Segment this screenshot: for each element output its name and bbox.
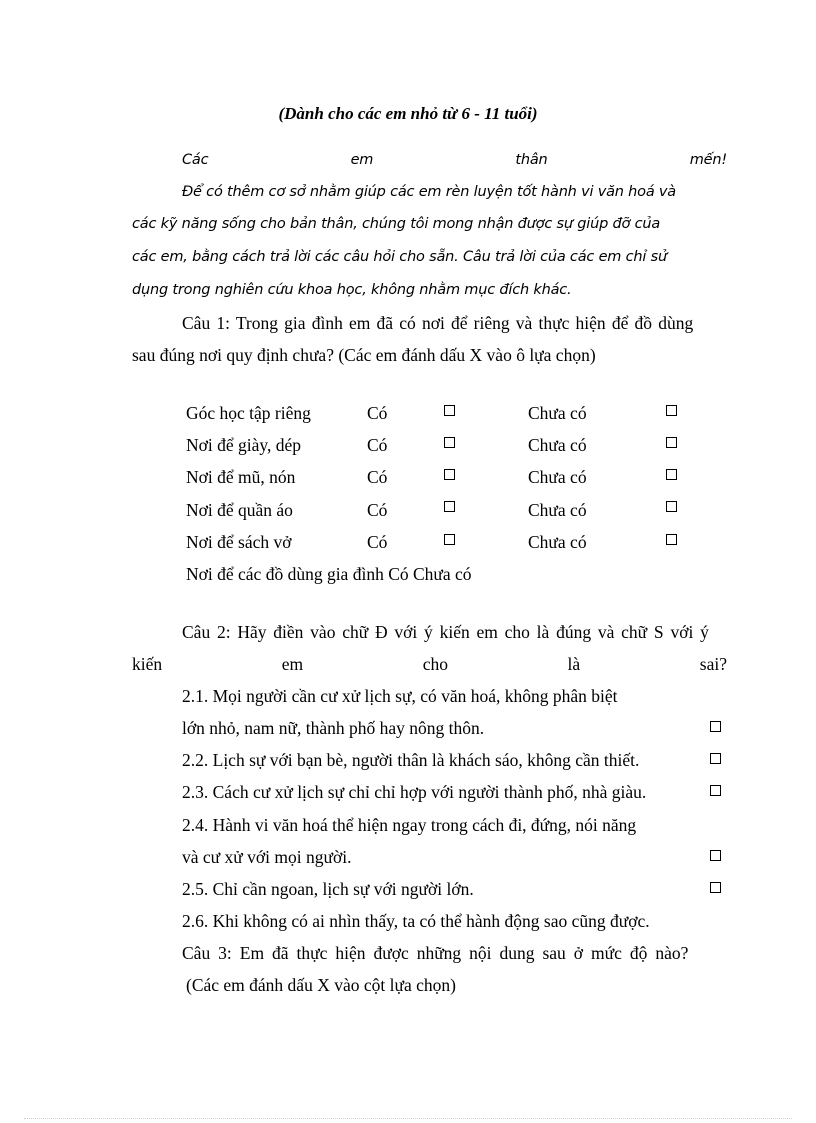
q2-word: cho	[422, 654, 448, 674]
q1-checkbox-no[interactable]	[666, 534, 677, 545]
q2-checkbox[interactable]	[710, 721, 721, 732]
q1-row-label: Nơi để quần áo	[186, 500, 293, 520]
q1-checkbox-yes[interactable]	[444, 437, 455, 448]
q1-option-no: Chưa có	[528, 532, 587, 552]
q2-checkbox[interactable]	[710, 785, 721, 796]
q1-option-no: Chưa có	[528, 435, 587, 455]
q1-option-no: Chưa có	[528, 500, 587, 520]
q2-checkbox[interactable]	[710, 882, 721, 893]
q1-option-yes: Có	[367, 403, 388, 423]
question-2-text-line2	[132, 654, 727, 675]
q2-item: 2.6. Khi không có ai nhìn thấy, ta có thể hành động sao cũng được.	[182, 911, 650, 931]
q2-item: 2.5. Chỉ cần ngoan, lịch sự với người lớn.	[182, 879, 474, 899]
q1-row-label: Góc học tập riêng	[186, 403, 311, 423]
intro-line: các kỹ năng sống cho bản thân, chúng tôi mong nhận được sự giúp đỡ của	[132, 216, 661, 232]
question-1-text: sau đúng nơi quy định chưa? (Các em đánh dấu X vào ô lựa chọn)	[132, 345, 596, 365]
greeting-word: Các	[182, 152, 209, 168]
question-2-text: Câu 2: Hãy điền vào chữ Đ với ý kiến em cho là đúng và chữ S với ý	[182, 622, 709, 642]
q1-checkbox-no[interactable]	[666, 405, 677, 416]
q2-word: là	[567, 654, 581, 674]
question-3-text: (Các em đánh dấu X vào cột lựa chọn)	[186, 975, 456, 995]
q1-option-no: Chưa có	[528, 467, 587, 487]
q2-item: 2.4. Hành vi văn hoá thể hiện ngay trong cách đi, đứng, nói năng	[182, 815, 637, 835]
intro-line: Để có thêm cơ sở nhằm giúp các em rèn luyện tốt hành vi văn hoá và	[182, 184, 676, 200]
q1-checkbox-no[interactable]	[666, 437, 677, 448]
q1-last-row: Nơi để các đồ dùng gia đình Có Chưa có	[186, 564, 472, 584]
q1-checkbox-yes[interactable]	[444, 501, 455, 512]
q1-checkbox-no[interactable]	[666, 501, 677, 512]
question-3-text: Câu 3: Em đã thực hiện được những nội dung sau ở mức độ nào?	[182, 943, 689, 963]
q2-word: em	[281, 654, 304, 674]
form-title: (Dành cho các em nhỏ từ 6 - 11 tuổi)	[278, 104, 538, 123]
q1-row-label: Nơi để mũ, nón	[186, 467, 296, 487]
q1-checkbox-yes[interactable]	[444, 469, 455, 480]
q2-item: 2.3. Cách cư xử lịch sự chỉ chỉ hợp với người thành phố, nhà giàu.	[182, 782, 647, 802]
question-1-text: Câu 1: Trong gia đình em đã có nơi để riêng và thực hiện để đồ dùng	[182, 313, 694, 333]
q2-item: lớn nhỏ, nam nữ, thành phố hay nông thôn.	[182, 718, 485, 738]
greeting-word: mến!	[689, 152, 727, 168]
q1-checkbox-yes[interactable]	[444, 405, 455, 416]
q1-row-label: Nơi để sách vở	[186, 532, 292, 552]
q1-option-yes: Có	[367, 532, 388, 552]
greeting-word: thân	[515, 152, 548, 168]
q2-checkbox[interactable]	[710, 753, 721, 764]
page-divider	[24, 1118, 792, 1119]
q1-option-yes: Có	[367, 467, 388, 487]
q2-checkbox[interactable]	[710, 850, 721, 861]
q1-checkbox-no[interactable]	[666, 469, 677, 480]
q2-item: và cư xử với mọi người.	[182, 847, 352, 867]
intro-line: dụng trong nghiên cứu khoa học, không nhằm mục đích khác.	[132, 282, 572, 298]
q1-option-no: Chưa có	[528, 403, 587, 423]
q1-checkbox-yes[interactable]	[444, 534, 455, 545]
q2-item: 2.2. Lịch sự với bạn bè, người thân là khách sáo, không cần thiết.	[182, 750, 640, 770]
q1-row-label: Nơi để giày, dép	[186, 435, 302, 455]
q2-word: sai?	[699, 654, 727, 674]
q1-option-yes: Có	[367, 435, 388, 455]
q2-word: kiến	[132, 654, 163, 674]
q2-item: 2.1. Mọi người cần cư xử lịch sự, có văn hoá, không phân biệt	[182, 686, 618, 706]
intro-line: các em, bằng cách trả lời các câu hỏi cho sẵn. Câu trả lời của các em chỉ sử	[132, 249, 667, 265]
q1-option-yes: Có	[367, 500, 388, 520]
greeting-word: em	[350, 152, 374, 168]
greeting	[182, 152, 727, 168]
